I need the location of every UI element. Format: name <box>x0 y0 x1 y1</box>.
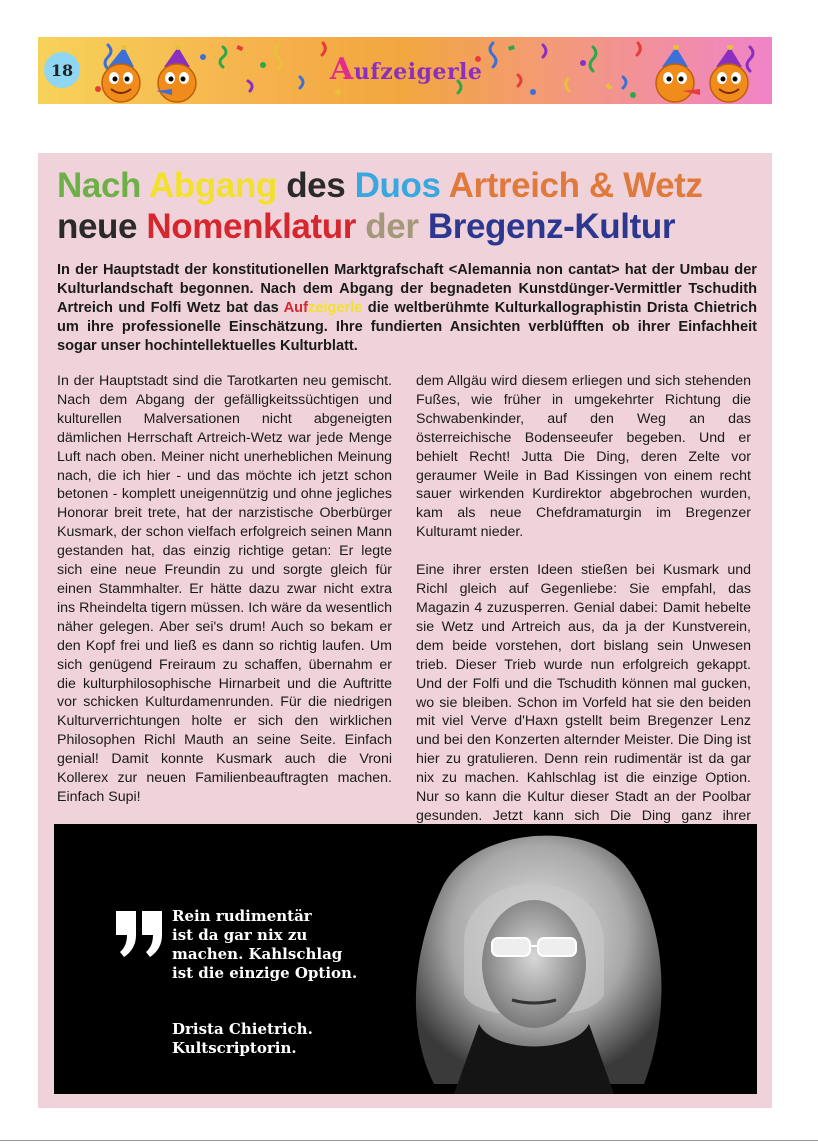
author-name: Drista Chietrich. <box>172 1020 313 1038</box>
body-paragraph: In der Hauptstadt sind die Tarotkarten neu gemischt. Nach dem Abgang der gefälligkeitssüchtigen und kulturellen Malversationen nicht abgeneigten dämlichen Herrschaft Artreich-Wetz war jede Menge Luft nach oben. Meiner nicht unerheblichen Meinung nach, die ich hier - und das möchte ich jetzt schon betonen - komplett uneigennützig und ohne jegliches Honorar breit trete, hat der narzistische Oberbürger Kusmark, der schon vielfach erfolgreich seinen Mann gestanden hat, das einzig richtige getan: Er legte sich eine neue Freundin zu und sorgte gleich für einen Stammhalter. Er hätte dazu zwar nicht extra ins Rheindelta tigern müssen. Ich wäre da wesentlich näher gelegen. Aber sei's drum! Auch so bekam er den Kopf frei und ließ es dann so richtig laufen. Um sich genügend Freiraum zu schaffen, übernahm er die kulturphilosophische Hirnarbeit und die Auftritte vor schicken Kulturdamenrunden. Für die niedrigen Kulturverrichtungen holte er sich den wirklichen Philosophen Richl Mauth an seine Seite. Einfach genial! Damit konnte Kusmark auch die Vroni Kollerex zur neuen Familienbeauftragten machen. Einfach Supi! <box>57 373 392 805</box>
magazine-title: Aufzeigerle <box>330 52 483 87</box>
article-panel <box>38 153 772 1108</box>
pull-quote: Rein rudimentär ist da gar nix zu machen. Kahlschlag ist die einzige Option. <box>172 907 358 982</box>
headline-line-1: Nach Abgang des Duos Artreich & Wetz <box>57 166 703 205</box>
headline <box>57 165 767 247</box>
page-bottom-rule <box>0 1140 818 1141</box>
headline-line-2: neue Nomenklatur der Bregenz-Kultur <box>57 207 676 246</box>
lead-paragraph: In der Hauptstadt der konstitutionellen Marktgrafschaft <Alemannia non cantat> hat der Umbau der Kulturlandschaft begonnen. Nach dem Abgang der begnadeten Kunstdünger-Vermittler Tschudith Artreich und Folfi Wetz bat das Aufzeigerle die weltberühmte Kulturkallographistin Drista Chietrich um ihre professionelle Einschätzung. Ihre fundierten Ansichten verblüfften ob ihrer Einfachheit sogar unser hochintellektuelles Kulturblatt. <box>57 262 758 354</box>
header-banner <box>38 37 772 104</box>
quote-mark-icon <box>114 911 166 957</box>
party-smiley-horn-icon <box>646 45 704 103</box>
brand-name-part-2: zeigerle <box>307 300 363 316</box>
body-paragraph: Eine ihrer ersten Ideen stießen bei Kusmark und Richl gleich auf Gegenliebe: Sie empfahl, das Magazin 4 zuzusperren. Genial dabei: Damit hebelte sie Wetz und Artreich aus, da ja der Kunstverein, dem beide vorstehen, dort bislang sein Unwesen trieb. Dieser Trieb wurde nun erfolgreich gekappt. Und der Folfi und die Tschudith können mal gucken, wo sie bleiben. Schon im Vorfeld hat sie den beiden mit viel Verve d'Haxn gstellt beim Bregenzer Lenz und bei den Konzerten alternder Meister. Die Ding ist hier zu gratulieren. Denn rein rudimentär ist da gar nix zu machen. Kahlschlag ist die einzige Option. Nur so kann die Kultur dieser Stadt an der Poolbar gesunden. Jetzt kann sich Die Ding ganz ihrer <box>416 562 751 824</box>
body-column-left <box>57 372 392 902</box>
page-number: 18 <box>44 52 80 88</box>
party-smiley-horn-icon <box>148 45 208 103</box>
body-paragraph: dem Allgäu wird diesem erliegen und sich stehenden Fußes, wie früher in umgekehrter Richtung die Schwabenkinder, auf den Weg an das österreichische Bodenseeufer begeben. Und er behielt Recht! Jutta Die Ding, deren Zelte vor geraumer Weile in Bad Kissingen von einem recht sauer wirkenden Kurdirektor abgebrochen wurden, kam als neue Chefdramaturgin im Bregenzer Kulturamt nieder. <box>416 373 751 541</box>
quote-author <box>172 1020 313 1058</box>
portrait-photo <box>384 824 684 1094</box>
portrait-photo-box <box>54 824 757 1094</box>
author-title: Kultscriptorin. <box>172 1039 297 1057</box>
party-smiley-icon <box>94 45 150 103</box>
party-smiley-icon <box>702 45 760 103</box>
brand-name-part-1: Auf <box>283 300 308 316</box>
